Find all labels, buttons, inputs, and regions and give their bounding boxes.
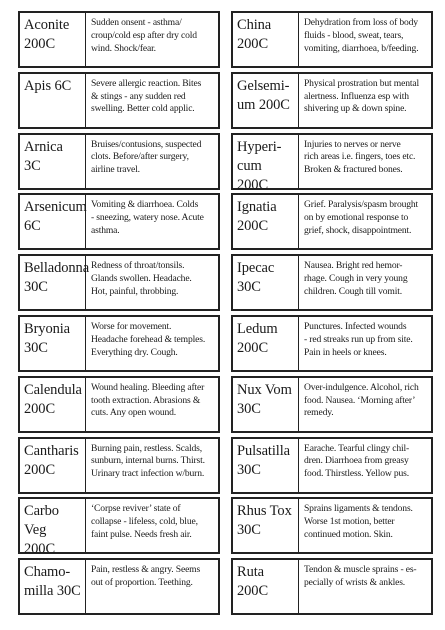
remedy-name [20, 439, 86, 492]
remedy-name-line: um 200C [237, 96, 290, 113]
remedy-name-line: 200C [237, 36, 269, 52]
remedy-description [86, 74, 218, 127]
description-line: - red streaks run up from site. [304, 333, 413, 345]
remedy-name [20, 499, 86, 558]
remedy-name-line: Bryonia [24, 320, 71, 337]
description-line: rich areas i.e. fingers, toes etc. [304, 151, 416, 163]
remedy-name [233, 317, 299, 370]
remedy-name-line: Arnica 3C [24, 138, 63, 174]
remedy-card [18, 133, 220, 190]
remedy-card [18, 254, 220, 311]
remedy-name-line: Ledum [237, 320, 278, 337]
remedy-name-line: 200C [24, 400, 56, 417]
remedy-description [86, 317, 218, 370]
remedy-description [86, 135, 218, 188]
description-line: rhage. Cough in very young [304, 272, 408, 284]
remedy-description [299, 499, 431, 552]
description-line: cuts. Any open wound. [91, 407, 177, 419]
remedy-name-line: Aconite [24, 17, 70, 33]
remedy-name [233, 378, 299, 431]
remedy-description [299, 317, 431, 370]
remedy-name-line: Belladonna [24, 260, 90, 277]
description-line: on by emotional response to [304, 212, 409, 224]
remedy-name [20, 317, 86, 370]
remedy-name-line: Hyperi- [237, 138, 282, 155]
right-column [231, 11, 433, 619]
remedy-card [18, 558, 220, 615]
remedy-name [20, 378, 86, 431]
remedy-name [233, 74, 299, 127]
remedy-card [18, 72, 220, 129]
description-line: pecially of wrists & ankles. [304, 576, 406, 588]
remedy-name [20, 13, 86, 66]
remedy-name-line: China [237, 17, 272, 33]
remedy-name-line: Ruta [237, 564, 264, 581]
remedy-description [299, 13, 431, 66]
remedy-name-line: 30C [237, 461, 261, 478]
remedy-description [299, 560, 431, 613]
description-line: tooth extraction. Abrasions & [91, 394, 201, 406]
remedy-name-line: Nux Vom [237, 381, 292, 398]
remedy-name-line: 30C [237, 522, 261, 539]
remedy-card [18, 11, 220, 68]
remedy-description [299, 195, 431, 248]
remedy-name [233, 499, 299, 552]
remedy-description [86, 195, 218, 248]
description-line: shivering up & down spine. [304, 103, 407, 115]
remedy-description [299, 439, 431, 492]
remedy-card [18, 315, 220, 372]
description-line: food. Nausea. ‘Morning after’ [304, 394, 416, 406]
description-line: Pain in heels or knees. [304, 346, 387, 358]
description-line: continued motion. Skin. [304, 528, 393, 540]
remedy-card [18, 376, 220, 433]
remedy-name-line: 30C [24, 339, 48, 356]
description-line: swelling. Better cold applic. [91, 103, 195, 115]
remedy-name-line: Ipecac [237, 260, 275, 277]
description-line: Burning pain, restless. Scalds, [91, 442, 202, 454]
remedy-name-line: 200C [24, 36, 56, 52]
remedy-card [231, 133, 433, 193]
remedy-name [20, 256, 90, 309]
remedy-name-line: 200C [24, 541, 56, 558]
description-line: out of proportion. Teething. [91, 576, 193, 588]
description-line: airline travel. [91, 164, 140, 176]
remedy-card [231, 193, 433, 250]
remedy-card [18, 193, 220, 250]
description-line: - sneezing, watery nose. Acute [91, 212, 204, 224]
remedy-name [233, 256, 299, 309]
remedy-description [86, 378, 218, 431]
remedy-description [86, 499, 218, 552]
description-line: Physical prostration but mental [304, 77, 419, 89]
remedy-name [233, 135, 299, 193]
remedy-name-line: Arsenicum [24, 199, 87, 216]
remedy-name-line: Apis 6C [24, 77, 72, 94]
description-line: Wound healing. Bleeding after [91, 381, 205, 393]
description-line: Worse for movement. [91, 320, 172, 332]
remedy-name-line: 30C [237, 400, 261, 417]
remedy-name-line: Pulsatilla [237, 442, 290, 459]
description-line: grief, shock, disappointment. [304, 224, 412, 236]
description-line: Bruises/contusions, suspected [91, 138, 202, 150]
description-line: Over-indulgence. Alcohol, rich [304, 381, 419, 393]
description-line: Dehydration from loss of body [304, 17, 418, 28]
remedy-name-line: Ignatia [237, 199, 277, 216]
description-line: children. Cough till vomit. [304, 285, 403, 297]
remedy-card [231, 11, 433, 68]
remedy-name-line: 6C [24, 218, 41, 235]
description-line: remedy. [304, 407, 334, 419]
description-line: & stings - any sudden red [91, 90, 186, 102]
description-line: Sprains ligaments & tendons. [304, 503, 413, 515]
remedy-description [86, 439, 218, 492]
description-line: croup/cold esp after dry cold [91, 29, 197, 41]
description-line: Injuries to nerves or nerve [304, 138, 401, 150]
description-line: clots. Before/after surgery, [91, 151, 189, 163]
description-line: dren. Diarrhoea from greasy [304, 455, 409, 467]
remedy-name [20, 74, 86, 127]
description-line: Grief. Paralysis/spasm brought [304, 199, 419, 211]
remedy-description [86, 256, 218, 309]
remedy-name-line: 30C [237, 279, 261, 296]
description-line: food. Thirstless. Yellow pus. [304, 468, 410, 480]
remedy-name-line: cum 200C [237, 157, 269, 193]
remedy-name-line: 200C [237, 339, 269, 356]
remedy-name-line: 200C [237, 218, 269, 235]
description-line: vomiting, diarrhoea, b/feeding. [304, 42, 419, 54]
remedy-description [299, 135, 431, 188]
description-line: asthma. [91, 224, 120, 236]
description-line: faint pulse. Needs fresh air. [91, 528, 192, 540]
remedy-description [86, 560, 218, 613]
remedy-name [233, 13, 299, 66]
remedy-name [233, 439, 299, 492]
remedy-name-line: Gelsemi- [237, 77, 290, 94]
remedy-description [86, 13, 218, 66]
remedy-name-line: Carbo Veg [24, 503, 59, 539]
remedy-chart [18, 11, 433, 619]
remedy-card [231, 376, 433, 433]
description-line: Earache. Tearful clingy chil- [304, 442, 410, 454]
remedy-card [18, 497, 220, 558]
remedy-card [231, 497, 433, 554]
remedy-card [231, 254, 433, 311]
description-line: Broken & fractured bones. [304, 164, 403, 176]
remedy-name [20, 195, 86, 248]
description-line: wind. Shock/fear. [91, 42, 156, 54]
description-line: Urinary tract infection w/burn. [91, 468, 205, 480]
remedy-name [20, 135, 86, 188]
description-line: Tendon & muscle sprains - es- [304, 564, 417, 576]
description-line: Headache forehead & temples. [91, 333, 206, 345]
left-column [18, 11, 220, 619]
remedy-name-line: Chamo- [24, 564, 71, 581]
description-line: alertness. Influenza esp with [304, 90, 409, 102]
remedy-description [299, 256, 431, 309]
description-line: Pain, restless & angry. Seems [91, 564, 201, 576]
remedy-name [20, 560, 86, 613]
remedy-description [299, 378, 431, 431]
description-line: Vomiting & diarrhoea. Colds [91, 199, 199, 211]
remedy-card [231, 558, 433, 615]
description-line: Glands swollen. Headache. [91, 272, 192, 284]
remedy-card [18, 437, 220, 494]
description-line: Sudden onsent - asthma/ [91, 17, 182, 28]
remedy-name-line: 200C [237, 583, 269, 600]
description-line: Severe allergic reaction. Bites [91, 77, 202, 89]
description-line: Redness of throat/tonsils. [91, 260, 185, 272]
remedy-name-line: milla 30C [24, 583, 81, 600]
description-line: Worse 1st motion, better [304, 516, 395, 528]
description-line: ‘Corpse reviver’ state of [91, 503, 181, 515]
description-line: Everything dry. Cough. [91, 346, 178, 358]
remedy-description [299, 74, 431, 127]
remedy-name-line: Calendula [24, 381, 82, 398]
remedy-name-line: 200C [24, 461, 56, 478]
description-line: Punctures. Infected wounds [304, 320, 407, 332]
remedy-name-line: Cantharis [24, 442, 79, 459]
remedy-card [231, 72, 433, 129]
remedy-card [231, 315, 433, 372]
description-line: collapse - lifeless, cold, blue, [91, 516, 198, 528]
remedy-name [233, 560, 299, 613]
remedy-name [233, 195, 299, 248]
remedy-card [231, 437, 433, 494]
remedy-name-line: Rhus Tox [237, 503, 292, 520]
remedy-name-line: 30C [24, 279, 48, 296]
description-line: sunburn, internal burns. Thirst. [91, 455, 205, 467]
description-line: Hot, painful, throbbing. [91, 285, 179, 297]
description-line: fluids - blood, sweat, tears, [304, 29, 404, 41]
description-line: Nausea. Bright red hemor- [304, 260, 403, 272]
